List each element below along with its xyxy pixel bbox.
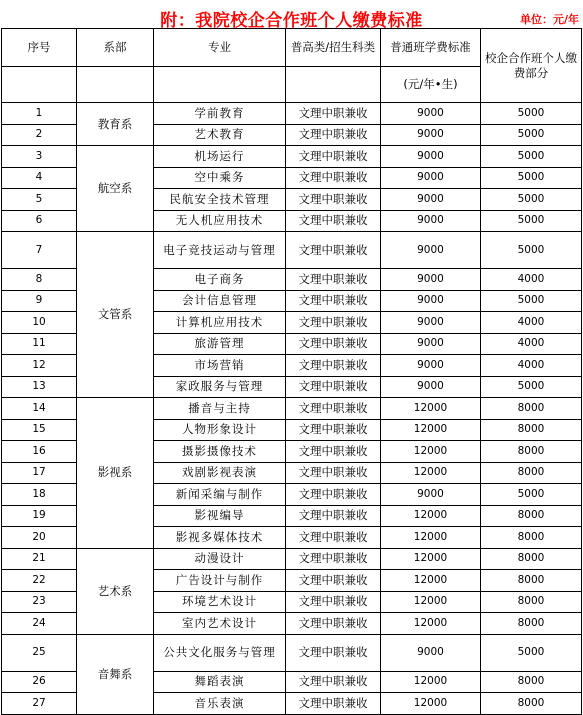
header-row: [2, 29, 582, 67]
standard-fee-cell: 12000: [381, 462, 481, 484]
standard-fee-cell: 12000: [381, 419, 481, 441]
standard-fee-cell: 9000: [381, 333, 481, 355]
row-index: 2: [2, 124, 77, 146]
personal-fee-cell: 5000: [481, 189, 582, 211]
standard-fee-cell: 12000: [381, 591, 481, 613]
header-standard-line1: 普通班学费标准: [381, 29, 481, 67]
major-cell: 环境艺术设计: [154, 591, 286, 613]
row-index: 1: [2, 103, 77, 125]
category-cell: 文理中职兼收: [286, 527, 381, 549]
row-index: 3: [2, 146, 77, 168]
major-cell: 影视多媒体技术: [154, 527, 286, 549]
personal-fee-cell: 8000: [481, 505, 582, 527]
category-cell: 文理中职兼收: [286, 441, 381, 463]
category-cell: 文理中职兼收: [286, 189, 381, 211]
standard-fee-cell: 12000: [381, 693, 481, 715]
standard-fee-cell: 9000: [381, 355, 481, 377]
row-index: 22: [2, 570, 77, 592]
major-cell: 计算机应用技术: [154, 312, 286, 334]
category-cell: 文理中职兼收: [286, 210, 381, 232]
row-index: 18: [2, 484, 77, 506]
row-index: 8: [2, 269, 77, 291]
major-cell: 摄影摄像技术: [154, 441, 286, 463]
major-cell: 广告设计与制作: [154, 570, 286, 592]
row-index: 11: [2, 333, 77, 355]
category-cell: 文理中职兼收: [286, 312, 381, 334]
personal-fee-cell: 5000: [481, 210, 582, 232]
major-cell: 空中乘务: [154, 167, 286, 189]
major-cell: 旅游管理: [154, 333, 286, 355]
standard-fee-cell: 12000: [381, 671, 481, 693]
personal-fee-cell: 8000: [481, 591, 582, 613]
personal-fee-cell: 8000: [481, 613, 582, 635]
personal-fee-cell: 5000: [481, 103, 582, 125]
standard-fee-cell: 12000: [381, 505, 481, 527]
row-index: 7: [2, 232, 77, 269]
category-cell: 文理中职兼收: [286, 167, 381, 189]
personal-fee-cell: 8000: [481, 671, 582, 693]
personal-fee-cell: 8000: [481, 441, 582, 463]
standard-fee-cell: 9000: [381, 232, 481, 269]
category-cell: 文理中职兼收: [286, 570, 381, 592]
major-cell: 室内艺术设计: [154, 613, 286, 635]
category-cell: 文理中职兼收: [286, 232, 381, 269]
major-cell: 人物形象设计: [154, 419, 286, 441]
standard-fee-cell: 9000: [381, 124, 481, 146]
standard-fee-cell: 9000: [381, 103, 481, 125]
category-cell: 文理中职兼收: [286, 355, 381, 377]
major-cell: 电子商务: [154, 269, 286, 291]
row-index: 25: [2, 634, 77, 671]
personal-fee-cell: 8000: [481, 527, 582, 549]
standard-fee-cell: 9000: [381, 146, 481, 168]
row-index: 15: [2, 419, 77, 441]
personal-fee-cell: 8000: [481, 419, 582, 441]
department-cell: 音舞系: [77, 634, 154, 714]
row-index: 26: [2, 671, 77, 693]
department-cell: 文管系: [77, 232, 154, 398]
major-cell: 学前教育: [154, 103, 286, 125]
header-category-cont: [286, 67, 381, 103]
row-index: 27: [2, 693, 77, 715]
major-cell: 新闻采编与制作: [154, 484, 286, 506]
category-cell: 文理中职兼收: [286, 693, 381, 715]
table-row: [2, 548, 582, 570]
category-cell: 文理中职兼收: [286, 505, 381, 527]
personal-fee-cell: 4000: [481, 269, 582, 291]
standard-fee-cell: 12000: [381, 570, 481, 592]
personal-fee-cell: 5000: [481, 146, 582, 168]
department-cell: 航空系: [77, 146, 154, 232]
row-index: 23: [2, 591, 77, 613]
row-index: 10: [2, 312, 77, 334]
category-cell: 文理中职兼收: [286, 613, 381, 635]
major-cell: 市场营销: [154, 355, 286, 377]
standard-fee-cell: 12000: [381, 527, 481, 549]
category-cell: 文理中职兼收: [286, 548, 381, 570]
row-index: 21: [2, 548, 77, 570]
row-index: 16: [2, 441, 77, 463]
major-cell: 影视编导: [154, 505, 286, 527]
personal-fee-cell: 8000: [481, 462, 582, 484]
personal-fee-cell: 5000: [481, 634, 582, 671]
personal-fee-cell: 4000: [481, 312, 582, 334]
page-title: 附：我院校企合作班个人缴费标准: [160, 11, 423, 31]
personal-fee-cell: 4000: [481, 355, 582, 377]
standard-fee-cell: 9000: [381, 312, 481, 334]
personal-fee-cell: 5000: [481, 124, 582, 146]
table-row: [2, 398, 582, 420]
standard-fee-cell: 12000: [381, 548, 481, 570]
personal-fee-cell: 4000: [481, 333, 582, 355]
header-department: 系部: [77, 29, 154, 67]
standard-fee-cell: 9000: [381, 210, 481, 232]
personal-fee-cell: 5000: [481, 167, 582, 189]
header-major: 专业: [154, 29, 286, 67]
row-index: 12: [2, 355, 77, 377]
standard-fee-cell: 9000: [381, 189, 481, 211]
row-index: 5: [2, 189, 77, 211]
header-standard-line2: (元/年•生): [381, 67, 481, 103]
category-cell: 文理中职兼收: [286, 290, 381, 312]
unit-note: 单位：元/年: [519, 13, 579, 26]
standard-fee-cell: 9000: [381, 634, 481, 671]
table-row: [2, 232, 582, 269]
category-cell: 文理中职兼收: [286, 671, 381, 693]
header-personal-fee: 校企合作班个人缴费部分: [481, 29, 582, 103]
standard-fee-cell: 9000: [381, 167, 481, 189]
major-cell: 民航安全技术管理: [154, 189, 286, 211]
header-category: 普高类/招生科类: [286, 29, 381, 67]
header-major-cont: [154, 67, 286, 103]
personal-fee-cell: 8000: [481, 548, 582, 570]
department-cell: 教育系: [77, 103, 154, 146]
category-cell: 文理中职兼收: [286, 462, 381, 484]
row-index: 9: [2, 290, 77, 312]
major-cell: 公共文化服务与管理: [154, 634, 286, 671]
row-index: 14: [2, 398, 77, 420]
personal-fee-cell: 5000: [481, 376, 582, 398]
standard-fee-cell: 9000: [381, 376, 481, 398]
major-cell: 无人机应用技术: [154, 210, 286, 232]
personal-fee-cell: 8000: [481, 570, 582, 592]
header-index-cont: [2, 67, 77, 103]
header-index: 序号: [2, 29, 77, 67]
major-cell: 戏剧影视表演: [154, 462, 286, 484]
row-index: 4: [2, 167, 77, 189]
category-cell: 文理中职兼收: [286, 398, 381, 420]
major-cell: 舞蹈表演: [154, 671, 286, 693]
major-cell: 艺术教育: [154, 124, 286, 146]
personal-fee-cell: 8000: [481, 693, 582, 715]
personal-fee-cell: 5000: [481, 290, 582, 312]
standard-fee-cell: 12000: [381, 398, 481, 420]
category-cell: 文理中职兼收: [286, 634, 381, 671]
table-row: [2, 103, 582, 125]
row-index: 13: [2, 376, 77, 398]
category-cell: 文理中职兼收: [286, 269, 381, 291]
major-cell: 动漫设计: [154, 548, 286, 570]
row-index: 19: [2, 505, 77, 527]
major-cell: 会计信息管理: [154, 290, 286, 312]
table-body: [2, 103, 582, 715]
major-cell: 播音与主持: [154, 398, 286, 420]
table-row: [2, 634, 582, 671]
major-cell: 机场运行: [154, 146, 286, 168]
major-cell: 家政服务与管理: [154, 376, 286, 398]
standard-fee-cell: 9000: [381, 290, 481, 312]
row-index: 17: [2, 462, 77, 484]
row-index: 24: [2, 613, 77, 635]
department-cell: 影视系: [77, 398, 154, 549]
category-cell: 文理中职兼收: [286, 124, 381, 146]
category-cell: 文理中职兼收: [286, 591, 381, 613]
category-cell: 文理中职兼收: [286, 419, 381, 441]
department-cell: 艺术系: [77, 548, 154, 634]
row-index: 20: [2, 527, 77, 549]
major-cell: 音乐表演: [154, 693, 286, 715]
standard-fee-cell: 9000: [381, 269, 481, 291]
standard-fee-cell: 9000: [381, 484, 481, 506]
category-cell: 文理中职兼收: [286, 376, 381, 398]
standard-fee-cell: 12000: [381, 613, 481, 635]
category-cell: 文理中职兼收: [286, 333, 381, 355]
major-cell: 电子竞技运动与管理: [154, 232, 286, 269]
header-department-cont: [77, 67, 154, 103]
row-index: 6: [2, 210, 77, 232]
personal-fee-cell: 5000: [481, 232, 582, 269]
category-cell: 文理中职兼收: [286, 103, 381, 125]
personal-fee-cell: 8000: [481, 398, 582, 420]
category-cell: 文理中职兼收: [286, 146, 381, 168]
standard-fee-cell: 12000: [381, 441, 481, 463]
category-cell: 文理中职兼收: [286, 484, 381, 506]
personal-fee-cell: 5000: [481, 484, 582, 506]
fee-table: [1, 28, 582, 715]
table-row: [2, 146, 582, 168]
